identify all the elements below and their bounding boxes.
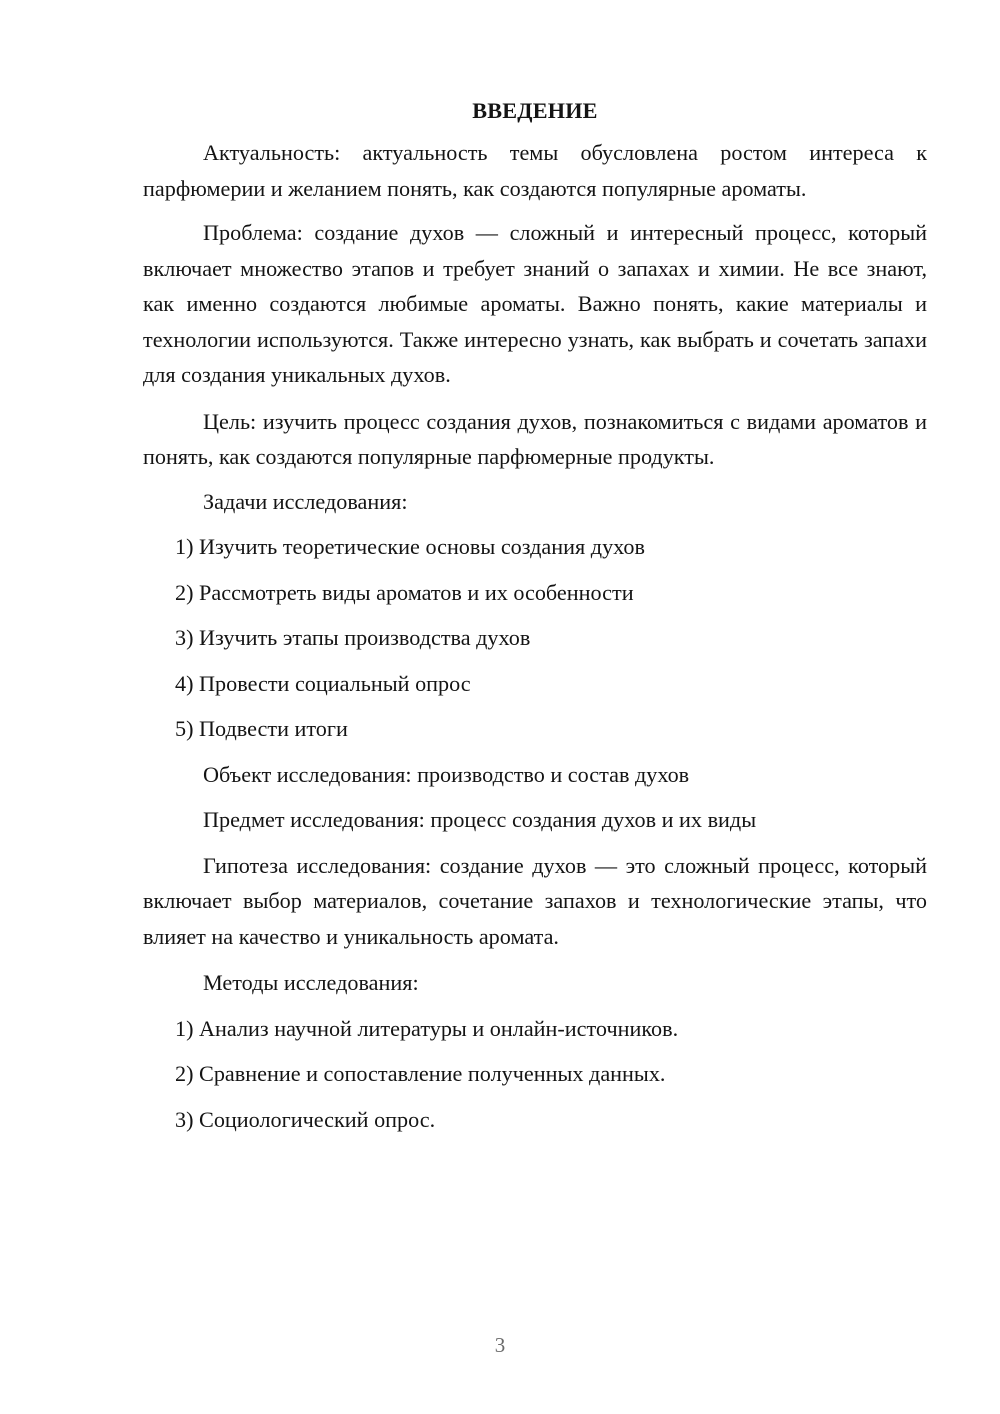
list-item: 2) Рассмотреть виды ароматов и их особенности	[175, 579, 634, 605]
relevance-paragraph: Актуальность: актуальность темы обусловлена ростом интереса к парфюмерии и желанием понять, как создаются популярные ароматы.	[143, 140, 927, 201]
methods-title: Методы исследования:	[203, 970, 419, 995]
hypothesis-paragraph: Гипотеза исследования: создание духов — это сложный процесс, который включает выбор материалов, сочетание запахов и технологические этапы, что влияет на качество и уникальность аромата.	[143, 852, 927, 949]
goal-paragraph: Цель: изучить процесс создания духов, познакомиться с видами ароматов и понять, как создаются популярные парфюмерные продукты.	[143, 408, 927, 469]
list-item: 1) Анализ научной литературы и онлайн-источников.	[175, 1015, 679, 1041]
list-item: 3) Изучить этапы производства духов	[175, 625, 531, 650]
list-item: 3) Социологический опрос.	[175, 1106, 436, 1132]
section-heading: ВВЕДЕНИЕ	[472, 98, 598, 123]
list-item: 1) Изучить теоретические основы создания духов	[175, 534, 645, 559]
list-item: 5) Подвести итоги	[175, 716, 348, 741]
list-item: 4) Провести социальный опрос	[175, 670, 471, 696]
problem-paragraph: Проблема: создание духов — сложный и интересный процесс, который включает множество этапов и требует знаний о запахах и химии. Не все знают, как именно создаются любимые ароматы. Важно понять, какие материалы и технологии используются. Также интересно узнать, как выбрать и сочетать запахи для создания уникальных духов.	[143, 220, 927, 387]
subject-line: Предмет исследования: процесс создания духов и их виды	[203, 807, 757, 832]
object-line: Объект исследования: производство и состав духов	[203, 761, 690, 787]
list-item: 2) Сравнение и сопоставление полученных данных.	[175, 1061, 666, 1086]
page-number: 3	[494, 1333, 506, 1357]
tasks-title: Задачи исследования:	[203, 488, 408, 514]
